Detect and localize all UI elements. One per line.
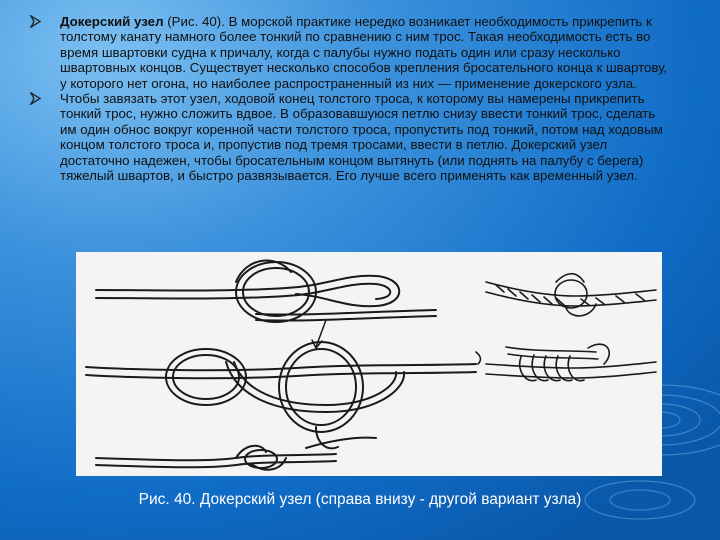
bullet-body: Чтобы завязать этот узел, ходовой конец толстого троса, к которому вы намерены прикрепить тонкий трос, нужно сложить вдвое. В образовавшуюся петлю снизу ввести тонкий трос, сделать им один обнос вокруг коренной части толстого троса, пропустить под тонкий, потом над ходовым концом толстого троса и, пропустив под тремя тросами, ввести в петлю. Докерский узел достаточно надежен, чтобы бросательным концом вытянуть (или поднять на палубу с берега) тяжелый швартов, и быстро развязывается. Его лучше всего применять как временный узел. xyxy=(60,91,663,184)
bullet-arrow-icon xyxy=(30,92,42,105)
bullet-arrow-icon xyxy=(30,15,42,28)
bullet-body: (Рис. 40). В морской практике нередко возникает необходимость прикрепить к толстому канату намного более тонкий по сравнению с ним трос. Такая необходимость есть во время швартовки судна к причалу, когда с палубы нужно подать один или сразу несколько швартовных концов. Существует несколько способов крепления бросательного конца к швартову, у которого нет огона, но наиболее распространенный из них — применение докерского узла. xyxy=(60,14,668,91)
bullet-item-2 xyxy=(30,91,670,183)
figure-caption: Рис. 40. Докерский узел (справа внизу - другой вариант узла) xyxy=(138,491,582,508)
bullet-item-1 xyxy=(30,14,670,91)
slide-text xyxy=(30,14,670,183)
knot-illustration xyxy=(76,252,662,476)
bullet-title: Докерский узел xyxy=(60,14,164,29)
